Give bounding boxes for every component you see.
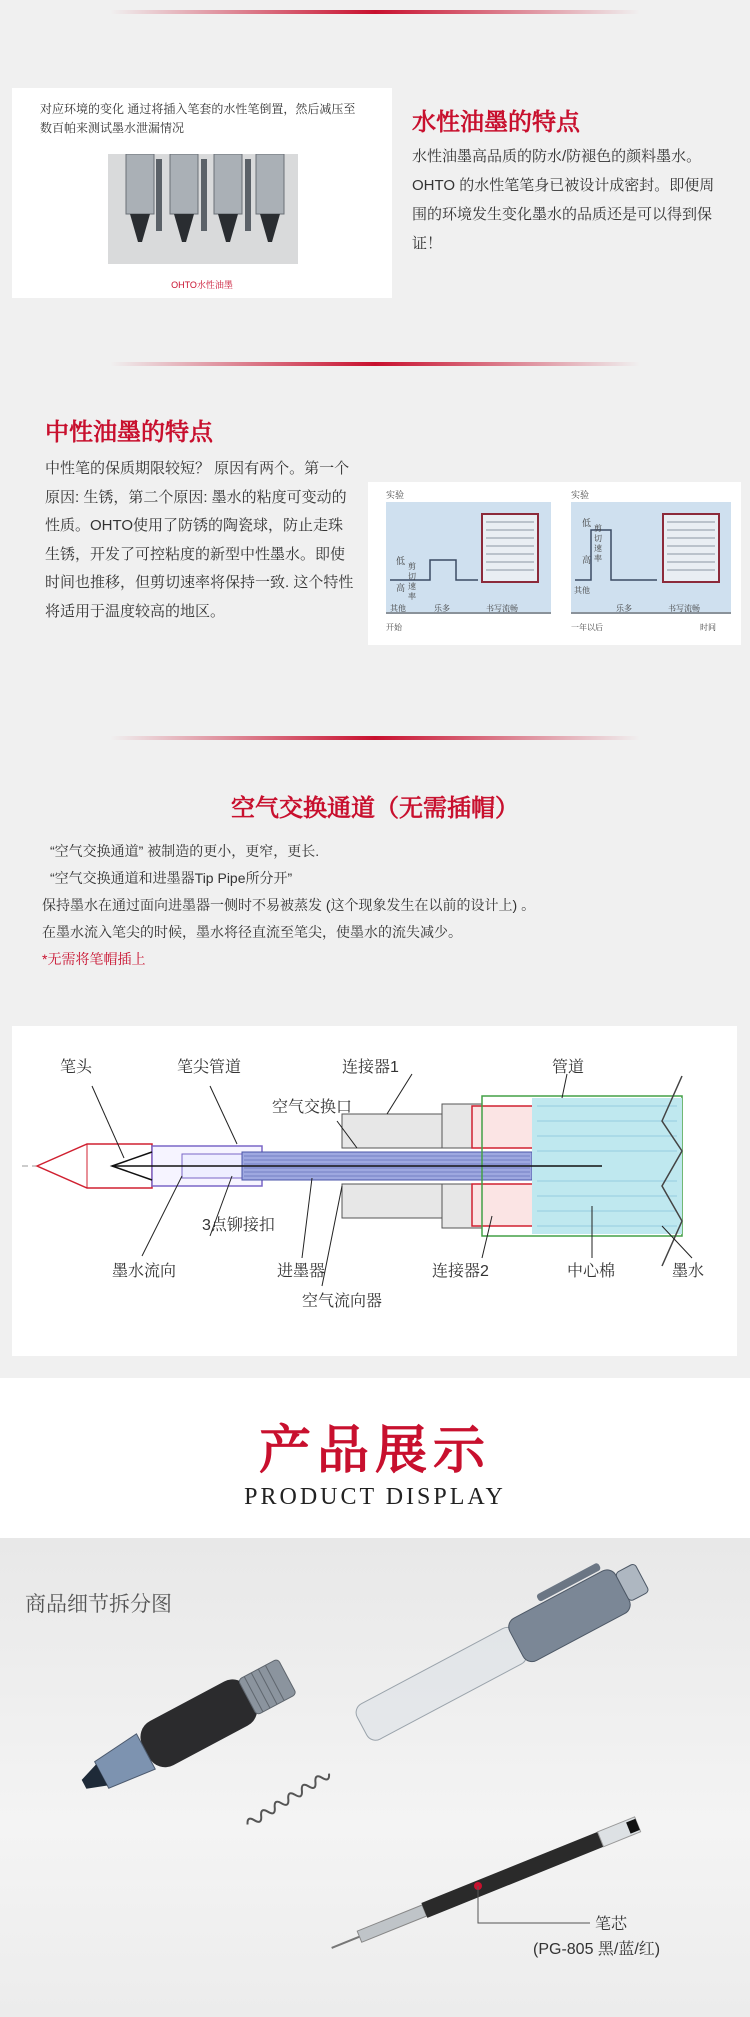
chart2-other: 其他 <box>574 586 590 595</box>
product-header <box>0 1378 750 1538</box>
water-ink-card <box>12 88 392 298</box>
chart2-xend: 时间 <box>700 623 716 632</box>
label-connector2: 连接器2 <box>432 1263 489 1280</box>
air-line-1: “空气交换通道” 被制造的更小，更窄，更长. <box>50 843 320 859</box>
air-line-3: 保持墨水在通过面向进墨器一侧时不易被蒸发 (这个现象发生在以前的设计上) 。 <box>42 897 536 913</box>
label-ink-flow: 墨水流向 <box>112 1263 177 1280</box>
product-title-en: PRODUCT DISPLAY <box>244 1484 506 1510</box>
chart1-title: 实验 <box>386 490 405 500</box>
chart1-write: 书写流畅 <box>486 604 518 613</box>
label-ink: 墨水 <box>672 1263 705 1280</box>
divider-3 <box>110 736 640 740</box>
photo-label: OHTO水性油墨 <box>171 280 233 290</box>
pen-tips-photo <box>108 154 298 264</box>
chart1-high: 高 <box>396 583 406 593</box>
chart2-high: 高 <box>582 555 592 565</box>
air-channel-lines <box>42 838 732 973</box>
label-cotton: 中心棉 <box>567 1263 616 1280</box>
chart2-write: 书写流畅 <box>668 604 700 613</box>
label-connector1: 连接器1 <box>342 1059 399 1076</box>
product-title-cn: 产品展示 <box>258 1422 491 1480</box>
gel-ink-title: 中性油墨的特点 <box>45 419 213 446</box>
product-explode-view <box>0 1538 750 2017</box>
refill-label: 笔芯 <box>595 1916 628 1933</box>
label-tip: 笔头 <box>60 1059 93 1076</box>
product-subtitle: 商品细节拆分图 <box>25 1593 172 1616</box>
chart2-xstart: 一年以后 <box>571 623 603 632</box>
air-line-4: 在墨水流入笔尖的时候，墨水将径直流至笔尖，使墨水的流失减少。 <box>42 924 462 940</box>
label-rivet: 3点铆接扣 <box>202 1217 275 1234</box>
chart2-shear: 剪切速率 <box>594 524 602 563</box>
label-feeder: 进墨器 <box>277 1263 326 1280</box>
chart2-low: 低 <box>582 518 592 528</box>
chart1-shear: 剪切速率 <box>408 562 416 601</box>
divider-2 <box>110 362 640 366</box>
water-ink-title: 水性油墨的特点 <box>412 109 580 136</box>
chart1-xstart: 开始 <box>386 623 402 632</box>
refill-model: (PG-805 黑/蓝/红) <box>533 1941 661 1958</box>
experiment-caption: 对应环境的变化 通过将插入笔套的水性笔倒置，然后减压至数百帕来测试墨水泄漏情况 <box>40 102 356 135</box>
label-pipe: 管道 <box>552 1059 585 1076</box>
label-tip-pipe: 笔尖管道 <box>177 1059 242 1076</box>
water-ink-body: 水性油墨高品质的防水/防褪色的颜料墨水。OHTO 的水性笔笔身已被设计成密封。即便周围的环境发生变化墨水的品质还是可以得到保证！ <box>412 148 715 252</box>
viscosity-charts <box>368 482 741 645</box>
structure-diagram-card <box>12 1026 737 1356</box>
label-air-port: 空气交换口 <box>272 1099 353 1116</box>
top-divider <box>110 10 640 14</box>
gel-ink-body: 中性笔的保质期限较短？ 原因有两个。第一个原因: 生锈，第二个原因: 墨水的粘度可变动的性质。OHTO使用了防锈的陶瓷球，防止走珠生锈，开发了可控粘度的新型中性墨水。即使时间也推移，但剪切速率将保持一致. 这个特性将适用于温度较高的地区。 <box>45 460 354 620</box>
chart2-more: 乐多 <box>616 604 632 613</box>
chart1-more: 乐多 <box>434 604 450 613</box>
air-channel-title: 空气交换通道（无需插帽） <box>231 795 519 822</box>
chart1-low: 低 <box>396 556 406 566</box>
chart1-other: 其他 <box>390 604 406 613</box>
label-air-guide: 空气流向器 <box>302 1293 383 1310</box>
air-note: *无需将笔帽插上 <box>42 951 146 967</box>
chart2-title: 实验 <box>571 490 590 500</box>
air-line-2: “空气交换通道和进墨器Tip Pipe所分开” <box>50 870 293 886</box>
